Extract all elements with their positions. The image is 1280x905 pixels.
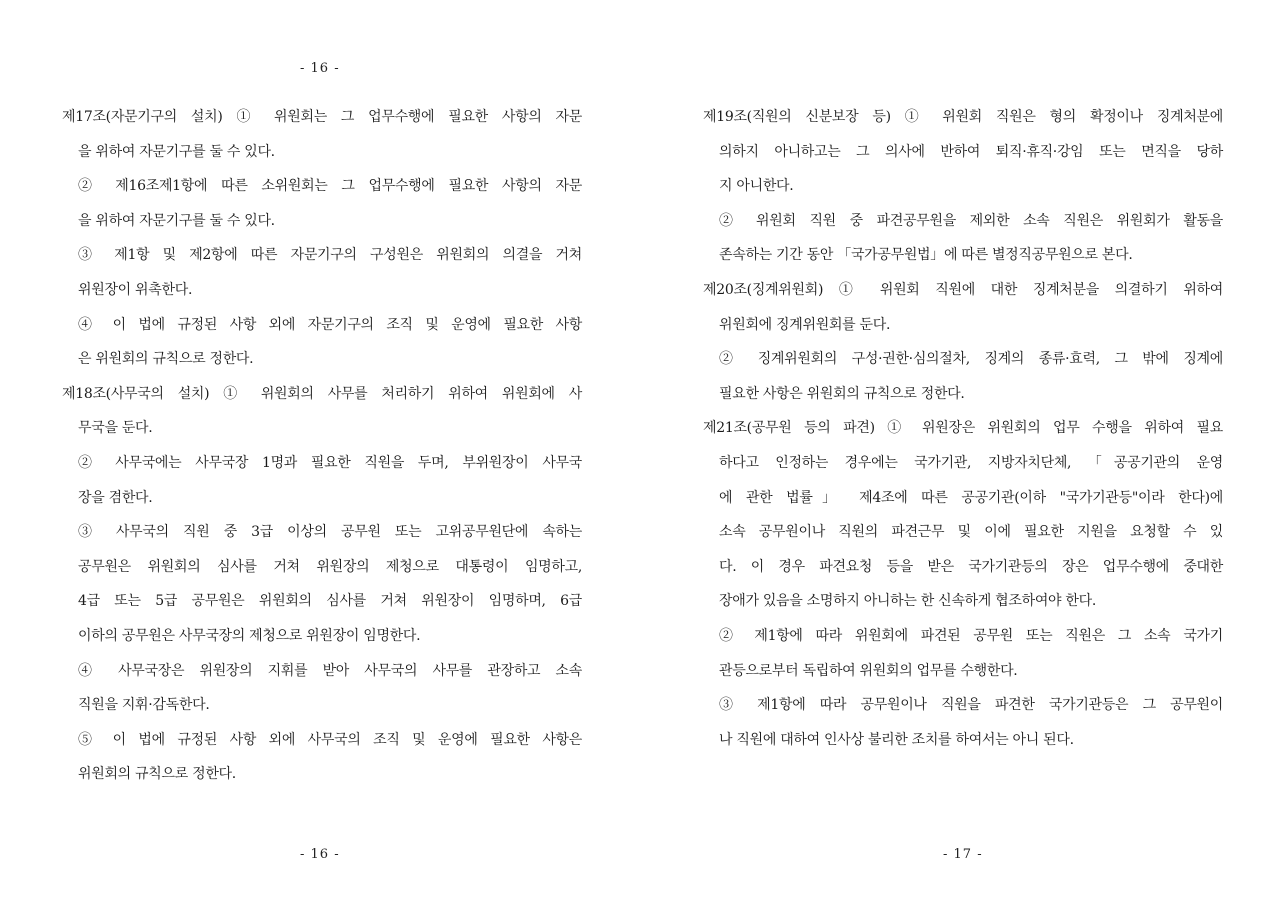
text-line: ④ 이 법에 규정된 사항 외에 자문기구의 조직 및 운영에 필요한 사항	[78, 316, 582, 333]
text-line: 이하의 공무원은 사무국장의 제청으로 위원장이 임명한다.	[78, 627, 421, 644]
footer-page-number-right: - 17 -	[943, 847, 983, 862]
text-line: 위원회의 규칙으로 정한다.	[78, 766, 236, 783]
text-line: 무국을 둔다.	[78, 420, 153, 437]
text-line: 관등으로부터 독립하여 위원회의 업무를 수행한다.	[719, 662, 1018, 679]
text-line: 필요한 사항은 위원회의 규칙으로 정한다.	[719, 385, 965, 402]
text-line: 위원회에 징계위원회를 둔다.	[719, 316, 891, 333]
text-line: 의하지 아니하고는 그 의사에 반하여 퇴직·휴직·강임 또는 면직을 당하	[719, 143, 1223, 160]
text-line: ② 징계위원회의 구성·권한·심의절차, 징계의 종류·효력, 그 밖에 징계에	[719, 351, 1223, 368]
text-line: 에 관한 법률」 제4조에 따른 공공기관(이하 "국가기관등"이라 한다)에	[719, 489, 1223, 506]
text-line: ③ 제1항에 따라 공무원이나 직원을 파견한 국가기관등은 그 공무원이	[719, 697, 1223, 714]
text-line: 제18조(사무국의 설치) ① 위원회의 사무를 처리하기 위하여 위원회에 사	[62, 385, 582, 402]
text-line: ② 제16조제1항에 따른 소위원회는 그 업무수행에 필요한 사항의 자문	[78, 178, 582, 195]
text-line: ③ 사무국의 직원 중 3급 이상의 공무원 또는 고위공무원단에 속하는	[78, 524, 582, 541]
text-line: 지 아니한다.	[719, 178, 794, 195]
right-page-body	[703, 100, 1223, 757]
text-line: ④ 사무국장은 위원장의 지휘를 받아 사무국의 사무를 관장하고 소속	[78, 662, 582, 679]
text-line: ② 제1항에 따라 위원회에 파견된 공무원 또는 직원은 그 소속 국가기	[719, 627, 1223, 644]
text-line: ③ 제1항 및 제2항에 따른 자문기구의 구성원은 위원회의 의결을 거쳐	[78, 247, 582, 264]
text-line: 하다고 인정하는 경우에는 국가기관, 지방자치단체, 「공공기관의 운영	[719, 454, 1223, 471]
text-line: 을 위하여 자문기구를 둘 수 있다.	[78, 143, 275, 160]
text-line: 장을 겸한다.	[78, 489, 153, 506]
text-line: 제17조(자문기구의 설치) ① 위원회는 그 업무수행에 필요한 사항의 자문	[62, 109, 582, 125]
text-line: 을 위하여 자문기구를 둘 수 있다.	[78, 212, 275, 229]
text-line: 제19조(직원의 신분보장 등) ① 위원회 직원은 형의 확정이나 징계처분에	[703, 109, 1223, 125]
text-line: 소속 공무원이나 직원의 파견근무 및 이에 필요한 지원을 요청할 수 있	[719, 524, 1223, 541]
text-line: 다. 이 경우 파견요청 등을 받은 국가기관등의 장은 업무수행에 중대한	[719, 558, 1223, 575]
text-line: 장애가 있음을 소명하지 아니하는 한 신속하게 협조하여야 한다.	[719, 593, 1097, 610]
text-line: 나 직원에 대하여 인사상 불리한 조치를 하여서는 아니 된다.	[719, 731, 1074, 748]
text-line: ② 위원회 직원 중 파견공무원을 제외한 소속 직원은 위원회가 활동을	[719, 212, 1223, 229]
text-line: 은 위원회의 규칙으로 정한다.	[78, 351, 254, 368]
text-line: 직원을 지휘·감독한다.	[78, 697, 210, 714]
text-line: 존속하는 기간 동안 「국가공무원법」에 따른 별정직공무원으로 본다.	[719, 247, 1133, 264]
text-line: 제21조(공무원 등의 파견) ① 위원장은 위원회의 업무 수행을 위하여 필요	[703, 420, 1223, 437]
text-line: 제20조(징계위원회) ① 위원회 직원에 대한 징계처분을 의결하기 위하여	[703, 281, 1223, 298]
header-page-number: - 16 -	[300, 61, 340, 76]
text-line: ⑤ 이 법에 규정된 사항 외에 사무국의 조직 및 운영에 필요한 사항은	[78, 731, 582, 748]
text-line: 공무원은 위원회의 심사를 거쳐 위원장의 제청으로 대통령이 임명하고,	[78, 558, 582, 575]
left-page-body	[62, 100, 582, 792]
footer-page-number-left: - 16 -	[300, 847, 340, 862]
text-line: ② 사무국에는 사무국장 1명과 필요한 직원을 두며, 부위원장이 사무국	[78, 454, 582, 471]
text-line: 4급 또는 5급 공무원은 위원회의 심사를 거쳐 위원장이 임명하며, 6급	[78, 593, 582, 610]
text-line: 위원장이 위촉한다.	[78, 281, 193, 298]
